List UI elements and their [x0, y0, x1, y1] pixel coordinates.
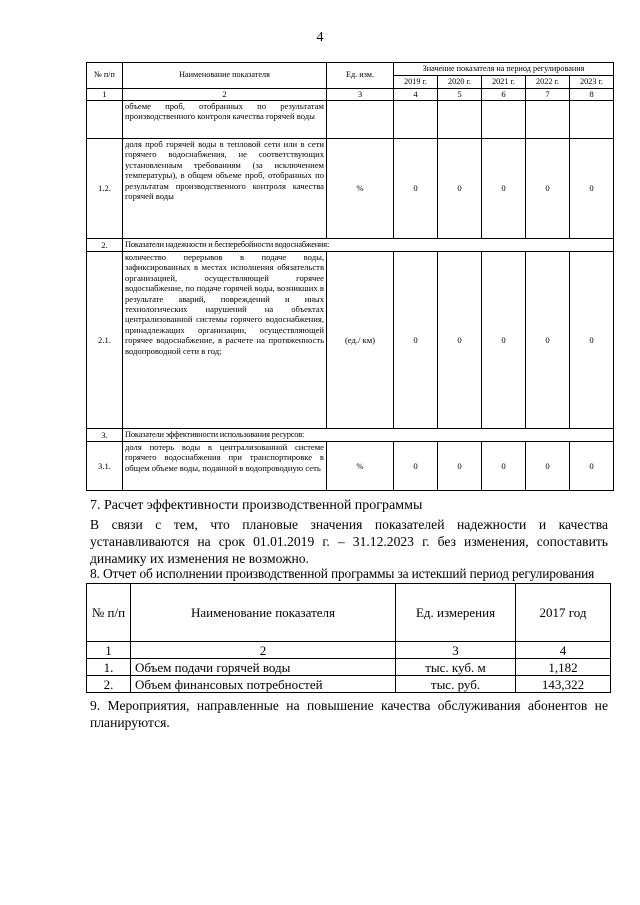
row-name: объеме проб, отобранных по результатам производственного контроля качества горячей воды — [123, 101, 327, 139]
row-value: 0 — [394, 139, 438, 239]
table-row — [87, 101, 614, 139]
table-row — [87, 139, 614, 239]
row-value: 0 — [438, 442, 482, 491]
page-number: 4 — [316, 30, 324, 45]
row-value: 0 — [438, 139, 482, 239]
section-row — [87, 429, 614, 442]
row-value: 143,322 — [516, 676, 611, 693]
table-row — [87, 252, 614, 429]
index-cell: 3 — [396, 642, 516, 659]
header-year: 2021 г. — [482, 76, 526, 89]
row-value: 0 — [526, 139, 570, 239]
section-7-text: В связи с тем, что плановые значения показателей надежности и качества устанавливаются на срок 01.01.2019 г. – 31.12.2023 г. без изменения, сопоставить динамику их изменения не возможно. — [90, 517, 608, 566]
row-value — [526, 101, 570, 139]
header-name: Наименование показателя — [123, 63, 327, 89]
row-value: 0 — [570, 252, 614, 429]
header-unit: Ед. изм. — [327, 63, 394, 89]
row-name: доля проб горячей воды в тепловой сети или в сети горячего водоснабжения, не соответствующих установленным требованиям (за исключением температуры), в общем объеме проб, отобранных по результатам производственного контроля качества горячей воды — [123, 139, 327, 239]
row-num: 2.1. — [87, 252, 123, 429]
row-value — [482, 101, 526, 139]
row-value: 0 — [526, 442, 570, 491]
header-year: 2019 г. — [394, 76, 438, 89]
header-unit: Ед. измерения — [396, 584, 516, 642]
row-unit: (ед./ км) — [327, 252, 394, 429]
index-cell: 4 — [516, 642, 611, 659]
row-value: 0 — [438, 252, 482, 429]
row-value: 0 — [394, 252, 438, 429]
row-value: 0 — [570, 139, 614, 239]
table-row — [87, 676, 611, 693]
row-value — [570, 101, 614, 139]
section-title: Показатели эффективности использования ресурсов: — [123, 429, 614, 442]
row-num: 1. — [87, 659, 131, 676]
section-num: 2. — [87, 239, 123, 252]
row-value: 0 — [482, 252, 526, 429]
row-unit: тыс. руб. — [396, 676, 516, 693]
row-num: 1.2. — [87, 139, 123, 239]
row-unit — [327, 101, 394, 139]
row-value: 0 — [482, 442, 526, 491]
row-num: 2. — [87, 676, 131, 693]
row-num — [87, 101, 123, 139]
row-value: 0 — [570, 442, 614, 491]
table-row — [87, 659, 611, 676]
section-9-text: 9. Мероприятия, направленные на повышение качества обслуживания абонентов не планируются. — [90, 698, 608, 730]
header-row — [87, 584, 611, 642]
row-name: доля потерь воды в централизованной системе горячего водоснабжения при транспортировке в общем объеме воды, поданной в водопроводную сеть — [123, 442, 327, 491]
report-table — [86, 583, 611, 693]
section-row — [87, 239, 614, 252]
row-name: Объем подачи горячей воды — [131, 659, 396, 676]
index-cell: 6 — [482, 89, 526, 101]
index-cell: 1 — [87, 89, 123, 101]
section-8-title: 8. Отчет об исполнении производственной программы за истекший период регулирования — [90, 566, 595, 581]
index-cell: 8 — [570, 89, 614, 101]
section-7-title: 7. Расчет эффективности производственной программы — [90, 498, 423, 513]
row-value: 0 — [394, 442, 438, 491]
row-value: 0 — [526, 252, 570, 429]
section-num: 3. — [87, 429, 123, 442]
header-year: 2022 г. — [526, 76, 570, 89]
section-title: Показатели надежности и бесперебойности водоснабжения: — [123, 239, 614, 252]
row-name: количество перерывов в подаче воды, зафиксированных в местах исполнения обязательств организацией, осуществляющей горячее водоснабжение, по подаче горячей воды, возникших в результате аварий, повреждений и иных технологических нарушений на объектах централизованной системы горячего водоснабжения, принадлежащих организации, осуществляющей горячее водоснабжение, в расчете на протяженность водопроводной сети в год; — [123, 252, 327, 429]
index-cell: 4 — [394, 89, 438, 101]
row-unit: % — [327, 442, 394, 491]
header-year: 2020 г. — [438, 76, 482, 89]
table-row — [87, 442, 614, 491]
index-cell: 5 — [438, 89, 482, 101]
index-cell: 2 — [131, 642, 396, 659]
row-num: 3.1. — [87, 442, 123, 491]
index-row — [87, 642, 611, 659]
header-num: № п/п — [87, 63, 123, 89]
header-year: 2017 год — [516, 584, 611, 642]
index-cell: 3 — [327, 89, 394, 101]
index-cell: 7 — [526, 89, 570, 101]
index-row — [87, 89, 614, 101]
header-year: 2023 г. — [570, 76, 614, 89]
row-value — [438, 101, 482, 139]
header-period: Значение показателя на период регулирования — [394, 63, 614, 76]
row-value: 0 — [482, 139, 526, 239]
index-cell: 1 — [87, 642, 131, 659]
row-value — [394, 101, 438, 139]
header-num: № п/п — [87, 584, 131, 642]
row-unit: тыс. куб. м — [396, 659, 516, 676]
row-name: Объем финансовых потребностей — [131, 676, 396, 693]
header-row — [87, 63, 614, 76]
row-unit: % — [327, 139, 394, 239]
indicators-table — [86, 62, 614, 491]
index-cell: 2 — [123, 89, 327, 101]
row-value: 1,182 — [516, 659, 611, 676]
header-name: Наименование показателя — [131, 584, 396, 642]
